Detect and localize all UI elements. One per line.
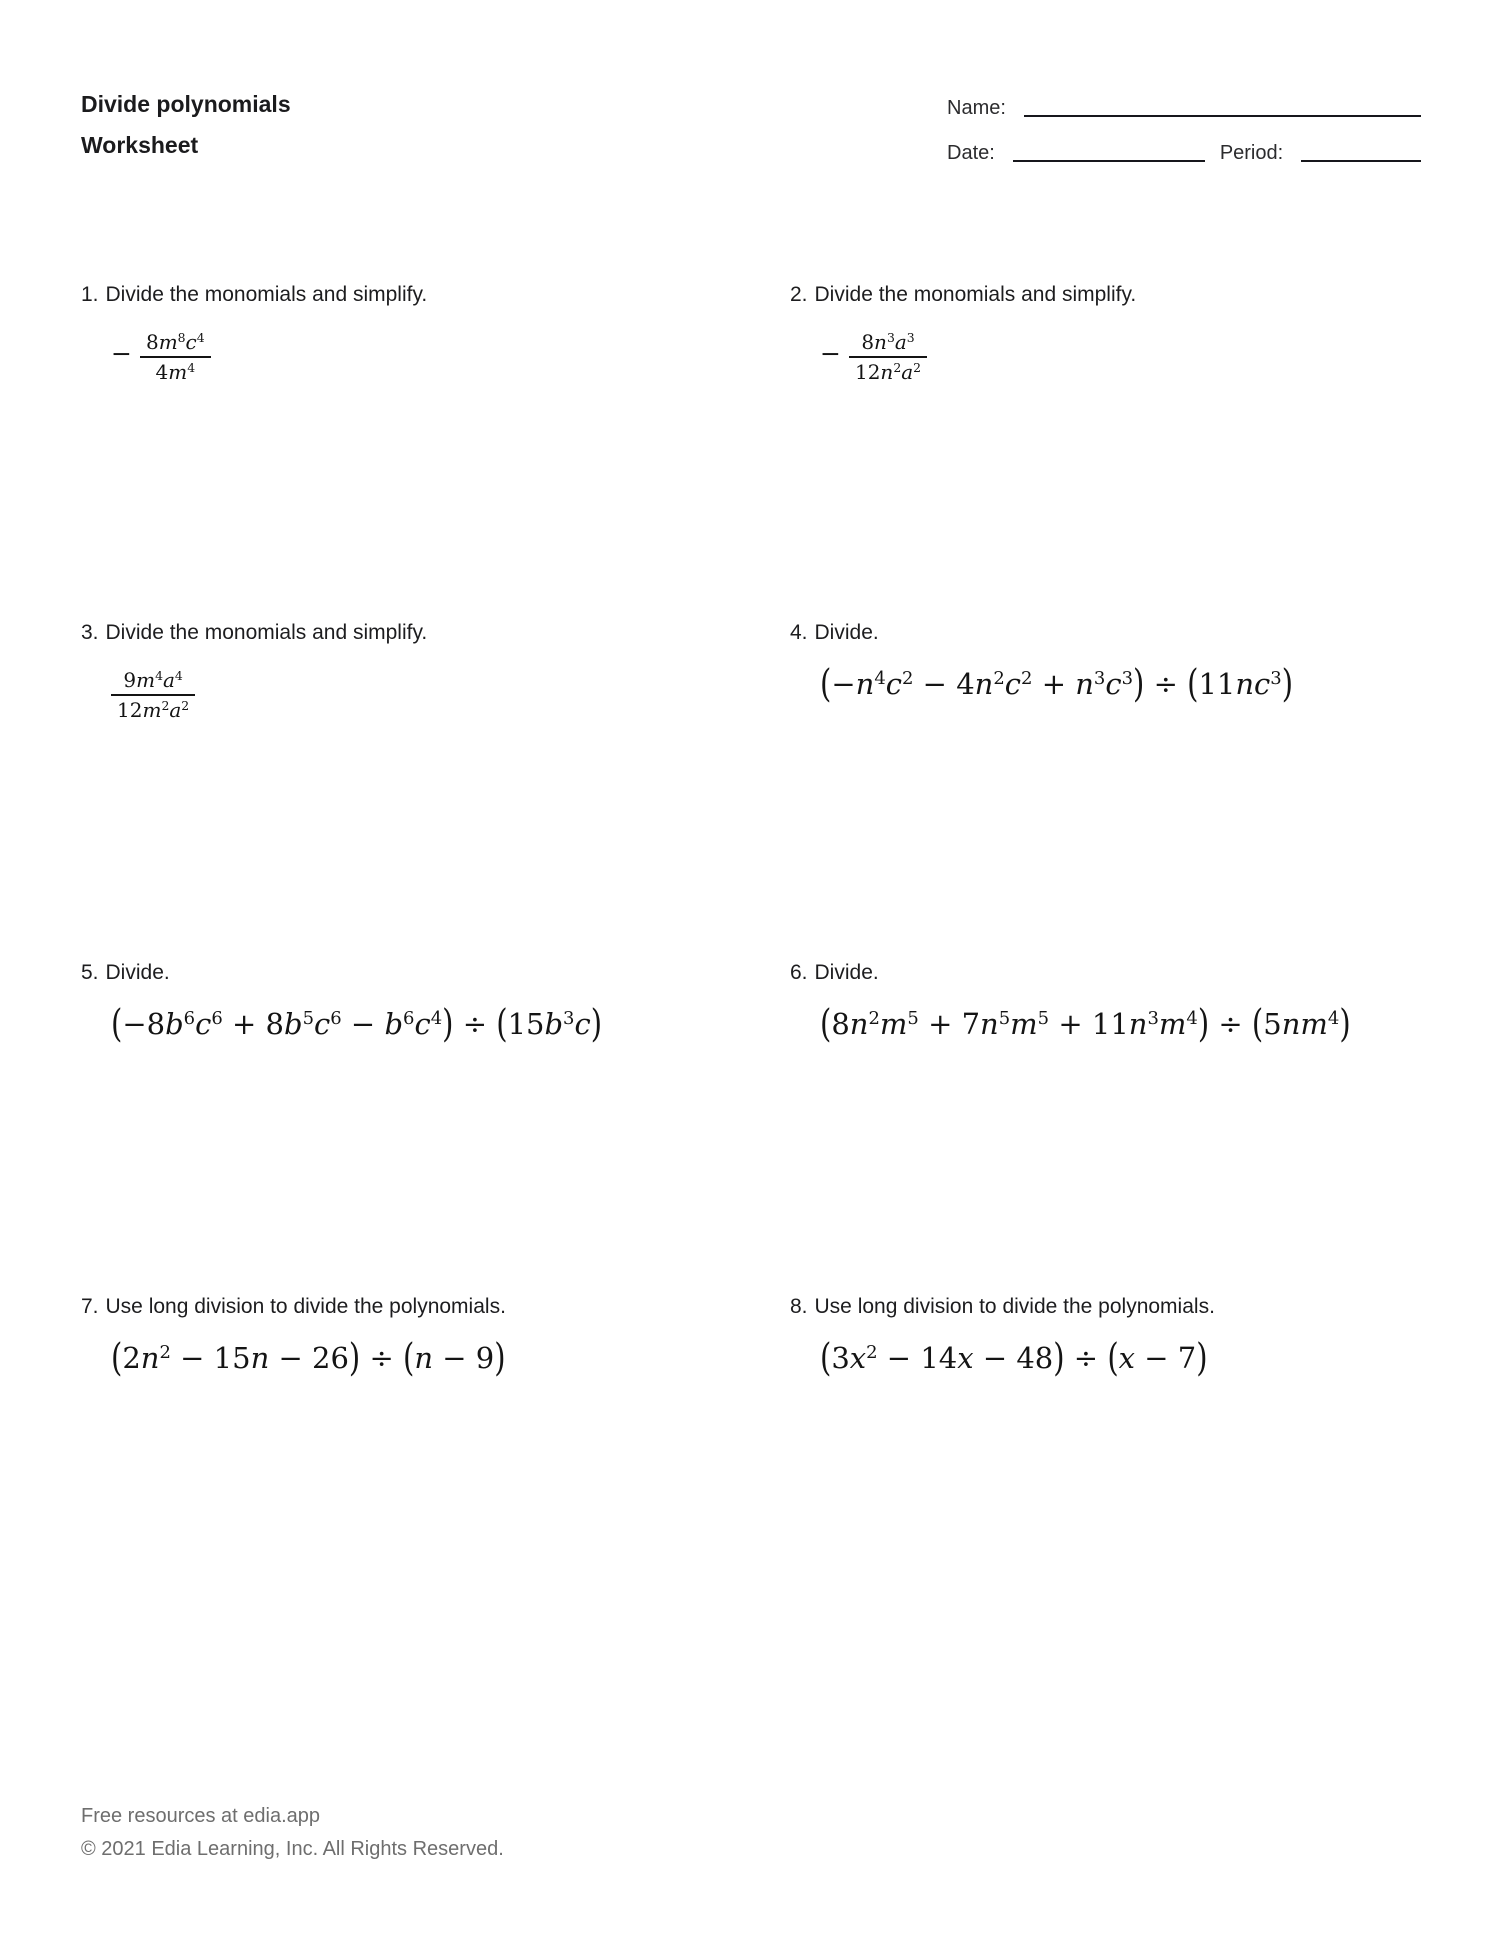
problem-expression: $(-8b^6c^6 + 8b^5c^6 - b^6c^4) \div (15b^3c)$ <box>111 1000 603 1046</box>
problem-prompt <box>81 1294 506 1320</box>
problem-number: 3. <box>81 621 99 644</box>
problem-prompt-text: Divide the monomials and simplify. <box>814 283 1137 306</box>
problem-prompt-text: Divide. <box>105 961 170 984</box>
problem-number: 8. <box>790 1295 808 1318</box>
date-label: Date: <box>947 142 995 164</box>
problem-number: 6. <box>790 961 808 984</box>
problem-7 <box>81 1294 506 1381</box>
date-period-field <box>947 140 1421 166</box>
problem-prompt <box>81 960 602 986</box>
page-title <box>81 84 291 166</box>
problem-number: 2. <box>790 283 808 306</box>
name-blank-line <box>1024 115 1421 117</box>
problem-3 <box>81 620 427 722</box>
period-blank-line <box>1301 160 1421 162</box>
problem-expression: $(-n^4c^2 - 4n^2c^2 + n^3c^3) \div (11nc^3)$ <box>820 660 1294 706</box>
date-blank-line <box>1013 160 1205 162</box>
problem-prompt-text: Divide the monomials and simplify. <box>105 621 428 644</box>
problem-prompt <box>81 282 427 308</box>
problem-prompt-text: Use long division to divide the polynomials. <box>105 1295 506 1318</box>
name-label: Name: <box>947 97 1006 119</box>
problem-prompt <box>790 282 1136 308</box>
period-label: Period: <box>1219 142 1284 164</box>
footer-copyright-text: © 2021 Edia Learning, Inc. All Rights Reserved. <box>81 1838 504 1860</box>
problem-5 <box>81 960 602 1047</box>
problem-expression: $(8n^2m^5 + 7n^5m^5 + 11n^3m^4) \div (5nm^4)$ <box>820 1000 1351 1046</box>
problem-prompt-text: Divide the monomials and simplify. <box>105 283 428 306</box>
problem-number: 7. <box>81 1295 99 1318</box>
problem-prompt-text: Divide. <box>814 621 879 644</box>
problem-expression: $\frac{9m^4a^4}{12m^2a^2}$ <box>111 661 427 722</box>
header-fields <box>947 95 1421 166</box>
footer-resources-text: Free resources at edia.app <box>81 1805 321 1827</box>
problem-6 <box>790 960 1351 1047</box>
problem-expression: $(3x^2 - 14x - 48) \div (x - 7)$ <box>820 1334 1208 1380</box>
problem-prompt <box>790 1294 1215 1320</box>
problem-prompt <box>81 620 427 646</box>
page-footer <box>81 1800 504 1866</box>
page-title-line2: Worksheet <box>81 132 199 158</box>
problem-prompt-text: Divide. <box>814 961 879 984</box>
problem-2 <box>790 282 1136 384</box>
problem-expression: − $\frac{8m^8c^4}{4m^4}$ <box>111 323 427 384</box>
problem-prompt <box>790 960 1351 986</box>
name-field <box>947 95 1421 121</box>
problem-8 <box>790 1294 1215 1381</box>
problem-prompt-text: Use long division to divide the polynomials. <box>814 1295 1215 1318</box>
problem-1 <box>81 282 427 384</box>
page-title-line1: Divide polynomials <box>81 91 291 117</box>
problem-4 <box>790 620 1293 707</box>
problem-expression: $(2n^2 - 15n - 26) \div (n - 9)$ <box>111 1334 506 1380</box>
problem-prompt <box>790 620 1293 646</box>
problem-number: 1. <box>81 283 99 306</box>
problem-expression: − $\frac{8n^3a^3}{12n^2a^2}$ <box>820 323 1136 384</box>
problem-number: 5. <box>81 961 99 984</box>
problem-number: 4. <box>790 621 808 644</box>
